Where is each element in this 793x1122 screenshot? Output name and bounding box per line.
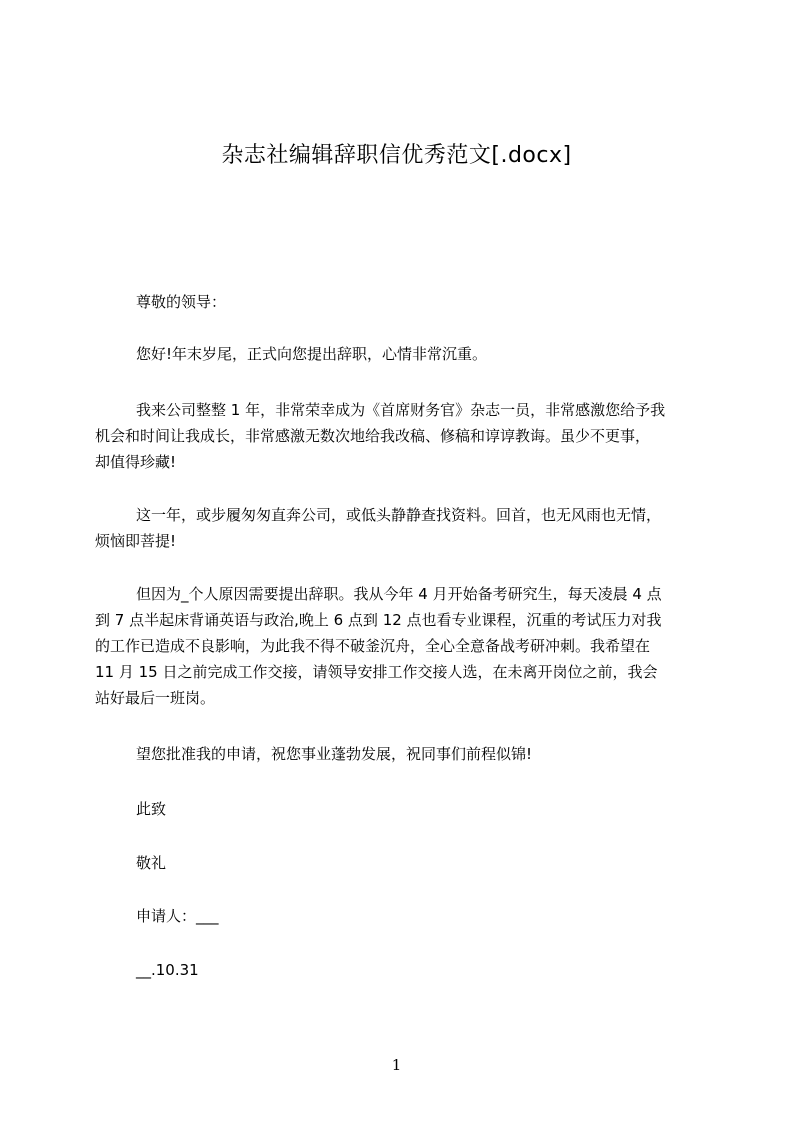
- paragraph-line: 11 月 15 日之前完成工作交接，请领导安排工作交接人选，在未离开岗位之前，我会: [95, 663, 658, 681]
- paragraph-reason: [95, 581, 705, 711]
- paragraph-line: 到 7 点半起床背诵英语与政治,晚上 6 点到 12 点也看专业课程，沉重的考试压力对我: [95, 611, 662, 629]
- paragraph-line: 但因为_个人原因需要提出辞职。我从今年 4 月开始备考研究生，每天凌晨 4 点: [136, 585, 662, 603]
- date-line: __.10.31: [136, 961, 199, 979]
- paragraph-line: 站好最后一班岗。: [95, 689, 216, 707]
- paragraph-line: 机会和时间让我成长，非常感激无数次地给我改稿、修稿和谆谆教诲。虽少不更事，: [95, 427, 651, 445]
- greeting-paragraph: 您好!年末岁尾，正式向您提出辞职，心情非常沉重。: [136, 345, 488, 363]
- closing-cizhi: 此致: [136, 800, 167, 818]
- paragraph-line: 的工作已造成不良影响，为此我不得不破釜沉舟，全心全意备战考研冲刺。我希望在: [95, 637, 651, 655]
- paragraph-line: 这一年，或步履匆匆直奔公司，或低头静静查找资料。回首，也无风雨也无情，: [136, 506, 662, 524]
- paragraph-line: 却值得珍藏!: [95, 453, 177, 471]
- paragraph-reflection: [95, 502, 705, 554]
- closing-jingli: 敬礼: [136, 854, 167, 872]
- applicant-line: 申请人：___: [136, 907, 219, 925]
- paragraph-line: 烦恼即菩提!: [95, 532, 177, 550]
- wish-paragraph: 望您批准我的申请，祝您事业蓬勃发展，祝同事们前程似锦!: [136, 745, 533, 763]
- paragraph-gratitude: [95, 397, 705, 475]
- paragraph-line: 我来公司整整 1 年，非常荣幸成为《首席财务官》杂志一员，非常感激您给予我: [136, 401, 666, 419]
- page-number: 1: [391, 1056, 402, 1074]
- document-title: 杂志社编辑辞职信优秀范文[.docx]: [221, 143, 572, 168]
- salutation: 尊敬的领导：: [136, 293, 227, 311]
